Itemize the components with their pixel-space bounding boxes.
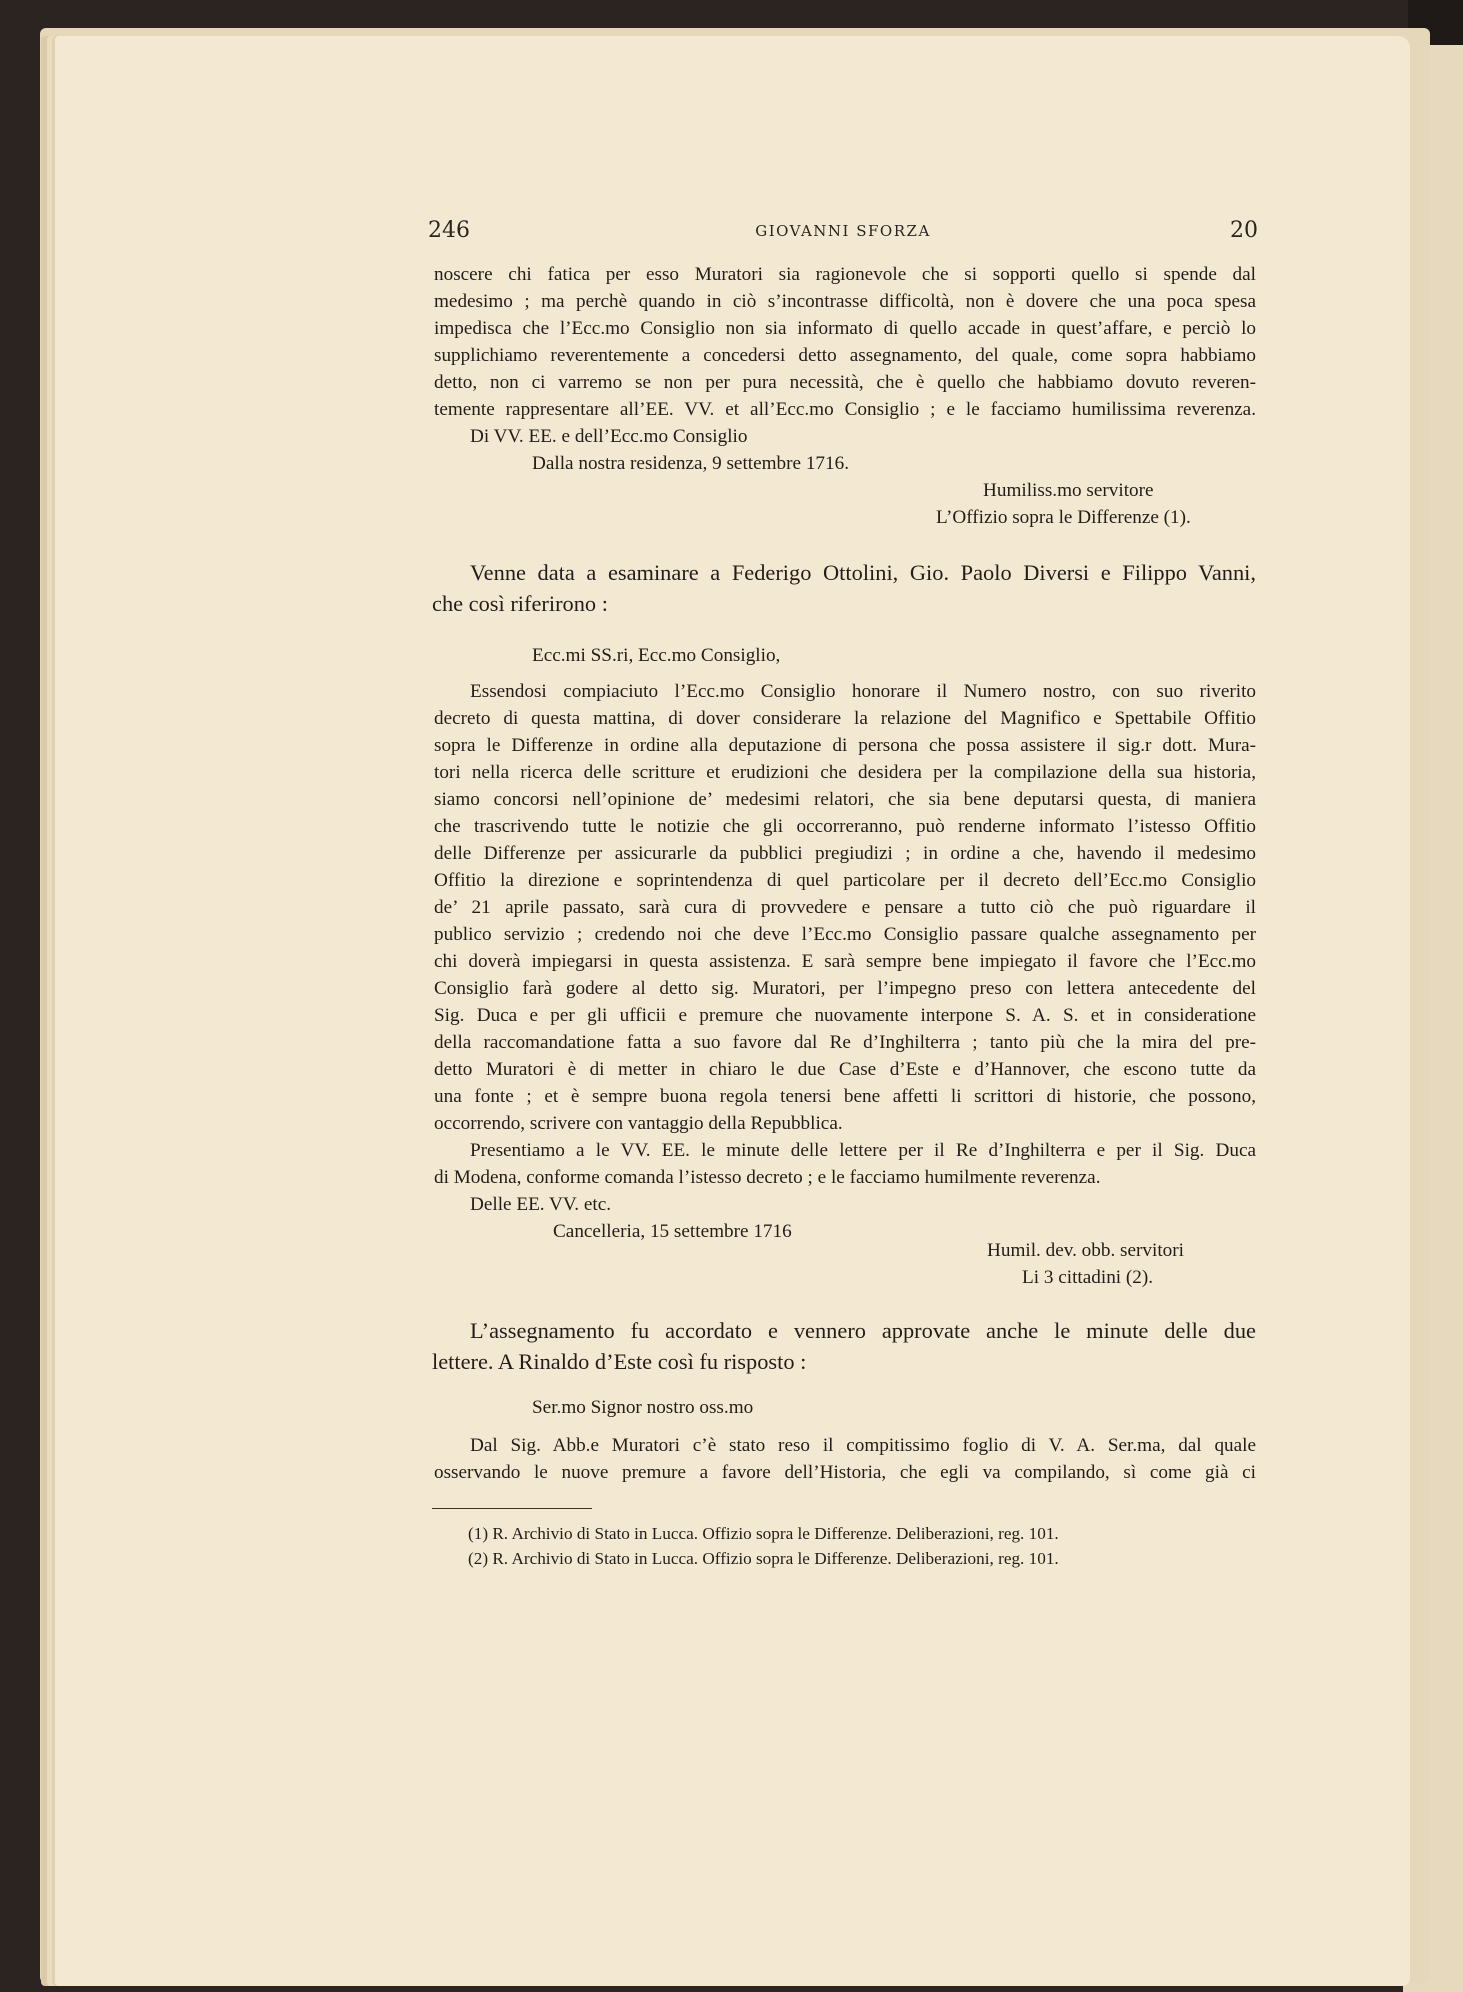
- text-line: occorrendo, scrivere con vantaggio della Repubblica.: [434, 1113, 843, 1134]
- text-line: tori nella ricerca delle scritture et erudizioni che desidera per la compilazione della sua historia,: [434, 762, 1256, 783]
- text-line: detto Muratori è di metter in chiaro le due Case d’Este e d’Hannover, che escono tutte da: [434, 1059, 1256, 1080]
- text-line: Essendosi compiaciuto l’Ecc.mo Consiglio honorare il Numero nostro, con suo riverito: [470, 681, 1256, 702]
- letter-salutation: Ser.mo Signor nostro oss.mo: [532, 1397, 754, 1418]
- text-line: osservando le nuove premure a favore dell’Historia, che egli va compilando, sì come già ci: [434, 1462, 1256, 1483]
- footnote: (1) R. Archivio di Stato in Lucca. Offizio sopra le Differenze. Deliberazioni, reg. 101.: [468, 1524, 1059, 1543]
- text-line: L’assegnamento fu accordato e vennero approvate anche le minute delle due: [470, 1318, 1256, 1343]
- signature-line: Li 3 cittadini (2).: [1022, 1267, 1154, 1288]
- text-line: che trascrivendo tutte le notizie che gli occorreranno, può renderne informato l’istesso Offitio: [434, 816, 1256, 837]
- running-head: [428, 218, 1258, 248]
- footnote-rule: [432, 1508, 592, 1509]
- text-line: supplichiamo reverentemente a concedersi detto assegnamento, del quale, come sopra habbiamo: [434, 345, 1256, 366]
- text-line: Consiglio farà godere al detto sig. Muratori, per l’impegno preso con lettera antecedente del: [434, 978, 1256, 999]
- letter-closing: Di VV. EE. e dell’Ecc.mo Consiglio: [470, 426, 748, 447]
- text-line: che così riferirono :: [432, 591, 608, 616]
- text-line: siamo concorsi nell’opinione de’ medesimi relatori, che sia bene deputarsi questa, di maniera: [434, 789, 1256, 810]
- letter-place-date: Cancelleria, 15 settembre 1716: [553, 1221, 792, 1242]
- text-line: una fonte ; et è sempre buona regola tenersi bene affetti li scrittori di historie, che possono,: [434, 1086, 1256, 1107]
- footnote: (2) R. Archivio di Stato in Lucca. Offizio sopra le Differenze. Deliberazioni, reg. 101.: [468, 1549, 1059, 1568]
- text-line: di Modena, conforme comanda l’istesso decreto ; e le facciamo humilmente reverenza.: [434, 1167, 1101, 1188]
- text-line: chi doverà impiegarsi in questa assistenza. E sarà sempre bene impiegato il favore che l’Ecc.mo: [434, 951, 1256, 972]
- text-line: impedisca che l’Ecc.mo Consiglio non sia informato di quello accade in quest’affare, e perciò lo: [434, 318, 1256, 339]
- text-line: noscere chi fatica per esso Muratori sia ragionevole che si sopporti quello si spende dal: [434, 264, 1256, 285]
- text-line: delle Differenze per assicurarle da pubblici pregiudizi ; in ordine a che, havendo il medesimo: [434, 843, 1256, 864]
- text-line: Offitio la direzione e soprintendenza di quel particolare per il decreto dell’Ecc.mo Consiglio: [434, 870, 1256, 891]
- text-line: sopra le Differenze in ordine alla deputazione di persona che possa assistere il sig.r dott. Mura-: [434, 735, 1256, 756]
- text-line: della raccomandatione fatta a suo favore dal Re d’Inghilterra ; tanto più che la mira del pre-: [434, 1032, 1256, 1053]
- signature-line: Humil. dev. obb. servitori: [987, 1240, 1184, 1261]
- text-line: Venne data a esaminare a Federigo Ottolini, Gio. Paolo Diversi e Filippo Vanni,: [470, 560, 1256, 585]
- text-line: detto, non ci varremo se non per pura necessità, che è quello che habbiamo dovuto reveren-: [434, 372, 1256, 393]
- text-line: Dal Sig. Abb.e Muratori c’è stato reso il compitissimo foglio di V. A. Ser.ma, dal quale: [470, 1435, 1256, 1456]
- letter-closing: Delle EE. VV. etc.: [470, 1194, 612, 1215]
- text-line: medesimo ; ma perchè quando in ciò s’incontrasse difficoltà, non è dovere che una poca spesa: [434, 291, 1256, 312]
- text-line: publico servizio ; credendo noi che deve l’Ecc.mo Consiglio passare qualche assegnamento per: [434, 924, 1256, 945]
- letter-salutation: Ecc.mi SS.ri, Ecc.mo Consiglio,: [532, 645, 781, 666]
- letter-place-date: Dalla nostra residenza, 9 settembre 1716.: [532, 453, 850, 474]
- text-line: Sig. Duca e per gli ufficii e premure che nuovamente interpone S. A. S. et in consideratione: [434, 1005, 1256, 1026]
- text-line: temente rappresentare all’EE. VV. et all’Ecc.mo Consiglio ; e le facciamo humilissima reverenza.: [434, 399, 1256, 420]
- running-head-author: GIOVANNI SFORZA: [755, 222, 931, 240]
- signature-line: L’Offizio sopra le Differenze (1).: [936, 507, 1191, 528]
- page-number: 246: [428, 218, 470, 243]
- signature-line: Humiliss.mo servitore: [983, 480, 1154, 501]
- text-line: de’ 21 aprile passato, sarà cura di provvedere e pensare a tutto ciò che può riguardare il: [434, 897, 1256, 918]
- text-line: Presentiamo a le VV. EE. le minute delle lettere per il Re d’Inghilterra e per il Sig. Duca: [470, 1140, 1256, 1161]
- chapter-number: 20: [1230, 218, 1258, 243]
- text-line: lettere. A Rinaldo d’Este così fu risposto :: [432, 1349, 807, 1374]
- text-line: decreto di questa mattina, di dover considerare la relazione del Magnifico e Spettabile Offitio: [434, 708, 1256, 729]
